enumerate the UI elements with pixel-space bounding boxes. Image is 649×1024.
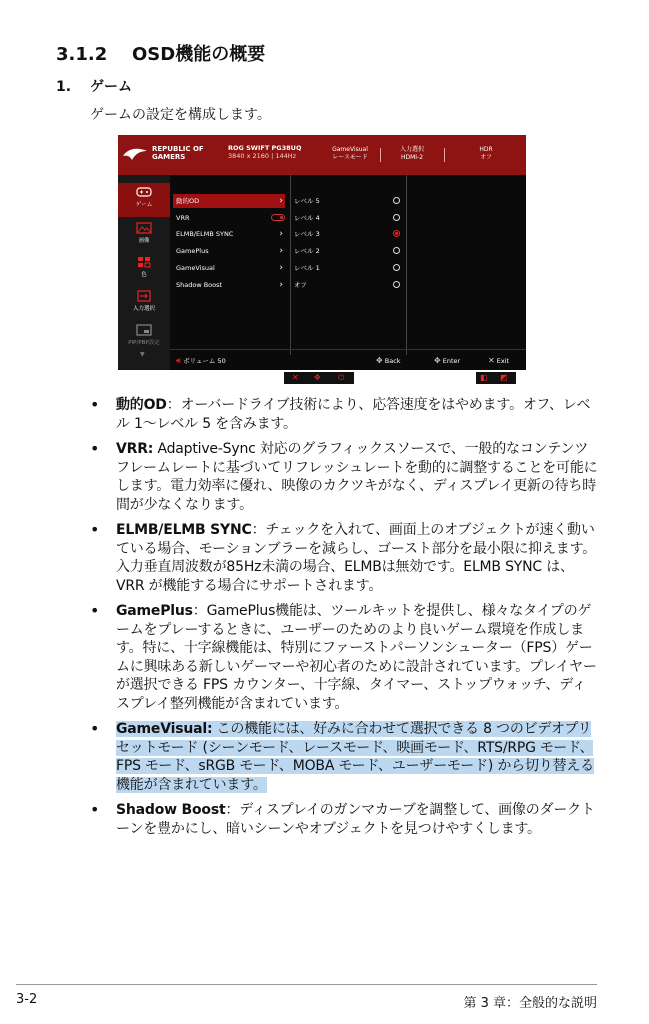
speaker-icon: 🔊︎ xyxy=(176,356,182,365)
list-item-shadowboost: • Shadow Boost：ディスプレイのガンマカーブを調整して、画像のダークトーンを豊かにし、暗いシーンやオブジェクトを見つけやすくします。 xyxy=(90,801,598,838)
menu-item-gamevisual[interactable]: GameVisual › xyxy=(176,263,283,273)
header-gamevisual: GameVisual レースモード xyxy=(332,146,368,161)
list-item-elmb: • ELMB/ELMB SYNC：チェックを入れて、画面上のオブジェクトが速く動いている場合、モーションブラーを減らし、ゴースト部分を最小限に抑えます。入力垂直周波数が85Hz未満の場合、ELMBは無効です。ELMB SYNC は、VRR が機能する場合にサポートされます。 xyxy=(90,521,598,595)
intro-text: ゲームの設定を構成します。 xyxy=(90,107,271,123)
chapter-title: 第 3 章：全般的な説明 xyxy=(463,996,597,1011)
gamevisual-icon[interactable]: ◩ xyxy=(500,373,508,382)
chevron-down-icon: ▼ xyxy=(140,351,145,358)
header-input: 入力選択 HDMI-2 xyxy=(399,146,424,161)
option-level5[interactable]: レベル 5 xyxy=(294,194,402,208)
monitor-buttons-left xyxy=(284,372,354,384)
header-divider xyxy=(380,148,381,162)
sidebar-item-game[interactable]: ゲーム xyxy=(118,183,170,217)
option-level1[interactable]: レベル 1 xyxy=(294,261,402,275)
chevron-right-icon: › xyxy=(279,196,283,206)
close-icon: ✕ xyxy=(488,356,495,365)
option-level4[interactable]: レベル 4 xyxy=(294,211,402,225)
chevron-right-icon: › xyxy=(279,280,283,290)
enter-hint: ✥ Enter xyxy=(434,356,461,365)
sidebar-item-input[interactable]: 入力選択 xyxy=(118,287,170,321)
chevron-right-icon: › xyxy=(279,263,283,273)
radio-button[interactable] xyxy=(393,264,400,271)
brand-line1: REPUBLIC OF xyxy=(152,145,204,153)
section-title-text: OSD機能の概要 xyxy=(132,44,266,65)
chevron-right-icon: › xyxy=(279,229,283,239)
osd-header xyxy=(118,135,526,175)
joystick-icon[interactable]: ✥ xyxy=(314,373,321,382)
input-icon xyxy=(136,290,152,302)
rog-logo xyxy=(122,141,220,169)
model-info xyxy=(228,144,324,160)
radio-button[interactable] xyxy=(393,214,400,221)
radio-button-selected[interactable] xyxy=(393,230,400,237)
list-item-vrr: • VRR: Adaptive-Sync 対応のグラフィックスソースで、一般的なコンテンツフレームレートに基づいてリフレッシュレートを動的に調整することを可能にします。電力効率に優れ、映像のカクツキがなく、ディスプレイ更新の待ち時間が少なくなります。 xyxy=(90,440,598,514)
radio-button[interactable] xyxy=(393,247,400,254)
option-level2[interactable]: レベル 2 xyxy=(294,244,402,258)
gamepad-icon xyxy=(136,186,152,198)
power-icon[interactable]: ⏻ xyxy=(338,373,345,382)
page-number: 3-2 xyxy=(16,992,38,1007)
menu-item-od[interactable]: 動的OD › xyxy=(173,194,285,208)
header-divider xyxy=(444,148,445,162)
pip-icon xyxy=(136,324,152,336)
feature-list xyxy=(90,396,598,845)
image-icon xyxy=(136,222,152,234)
menu-item-shadowboost[interactable]: Shadow Boost › xyxy=(176,280,283,290)
joystick-icon: ✥ xyxy=(434,356,441,365)
subsection-title-text: ゲーム xyxy=(90,79,132,95)
radio-button[interactable] xyxy=(393,281,400,288)
subsection-title xyxy=(56,76,132,96)
footer-divider xyxy=(16,984,597,985)
rog-eye-icon xyxy=(122,146,148,162)
close-icon[interactable]: ✕ xyxy=(292,373,299,382)
sidebar-item-image[interactable]: 画像 xyxy=(118,219,170,253)
subsection-number: 1. xyxy=(56,79,72,95)
option-level3[interactable]: レベル 3 xyxy=(294,227,402,241)
menu-item-vrr[interactable]: VRR xyxy=(173,211,285,225)
highlighted-text: GameVisual: この機能には、好みに合わせて選択できる 8 つのビデオプリセットモード (シーンモード、レースモード、映画モード、RTS/RPG モード、FPS モード、sRGB モード、MOBA モード、ユーザーモード) から切り替える機能が含まれています。 xyxy=(116,721,594,793)
joystick-icon: ✥ xyxy=(376,356,383,365)
monitor-buttons-right xyxy=(476,372,516,384)
gameplus-icon[interactable]: ◧ xyxy=(480,373,488,382)
osd-menu xyxy=(170,175,291,355)
list-item-od: • 動的OD：オーバードライブ技術により、応答速度をはやめます。オフ、レベル 1～レベル 5 を含みます。 xyxy=(90,396,598,433)
osd-screenshot xyxy=(118,135,526,370)
osd-sidebar xyxy=(118,175,170,370)
sidebar-item-color[interactable]: 色 xyxy=(118,253,170,287)
model-name: ROG SWIFT PG38UQ xyxy=(228,144,302,152)
menu-item-gameplus[interactable]: GamePlus › xyxy=(176,246,283,256)
brand-line2: GAMERS xyxy=(152,153,186,161)
section-number: 3.1.2 xyxy=(56,44,108,65)
radio-button[interactable] xyxy=(393,197,400,204)
list-item-gameplus: • GamePlus：GamePlus機能は、ツールキットを提供し、様々なタイプのゲームをプレーするときに、ユーザーのためのより良いゲーム環境を作成します。特に、十字線機能は、特別にファーストパーソンシューター（FPS）ゲームに興味ある新しいゲーマーや初心者のために設計されています。プレイヤーが選択できる FPS カウンター、十字線、タイマー、ストップウォッチ、ディスプレイ整列機能が含まれています。 xyxy=(90,602,598,713)
osd-footer xyxy=(170,349,526,370)
model-resolution: 3840 x 2160 | 144Hz xyxy=(228,152,297,160)
list-item-gamevisual xyxy=(90,720,598,794)
vrr-toggle[interactable] xyxy=(271,214,285,221)
volume-indicator[interactable]: 🔊︎ ボリューム 50 xyxy=(176,356,226,365)
option-off[interactable]: オフ xyxy=(294,278,402,292)
osd-options xyxy=(290,175,407,355)
palette-icon xyxy=(136,256,152,268)
menu-item-elmb[interactable]: ELMB/ELMB SYNC › xyxy=(176,229,283,239)
header-hdr: HDR オフ xyxy=(479,146,493,161)
back-hint: ✥ Back xyxy=(376,356,401,365)
sidebar-item-pip[interactable]: PIP/PBP設定 xyxy=(118,321,170,355)
chevron-right-icon: › xyxy=(279,246,283,256)
exit-hint: ✕ Exit xyxy=(488,356,510,365)
section-title xyxy=(56,40,265,66)
